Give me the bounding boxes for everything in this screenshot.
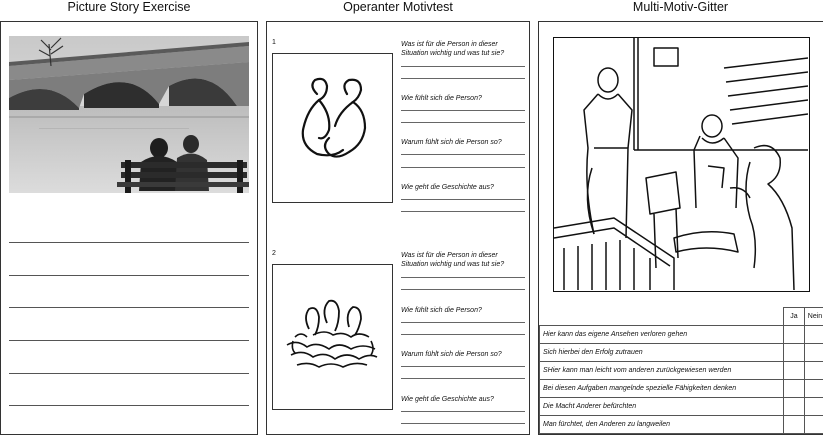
- answer-line[interactable]: [401, 423, 525, 424]
- mmg-title: Multi-Motiv-Gitter: [632, 0, 729, 14]
- embracing-figures-drawing: [273, 54, 392, 202]
- item-number: 2: [272, 250, 276, 257]
- table-row: [540, 398, 823, 416]
- column-header-ja: Ja: [784, 308, 805, 326]
- ja-cell[interactable]: [784, 326, 805, 344]
- answer-line[interactable]: [401, 66, 525, 67]
- question-text: Wie geht die Geschichte aus?: [401, 184, 494, 191]
- answer-line[interactable]: [401, 322, 525, 323]
- answer-line[interactable]: [9, 405, 249, 406]
- omt-panel: [266, 21, 530, 435]
- answer-line[interactable]: [401, 366, 525, 367]
- ja-cell[interactable]: [784, 362, 805, 380]
- question-text: Was ist für die Person in dieser Situation wichtig und was tut sie?: [401, 41, 505, 57]
- ja-cell[interactable]: [784, 398, 805, 416]
- question-text: Wie fühlt sich die Person?: [401, 95, 482, 102]
- mmg-panel: [538, 21, 823, 435]
- answer-line[interactable]: [401, 334, 525, 335]
- answer-line[interactable]: [9, 307, 249, 308]
- table-row: [540, 344, 823, 362]
- table-row: [540, 362, 823, 380]
- question-text: Was ist für die Person in dieser Situation wichtig und was tut sie?: [401, 252, 505, 268]
- omt-picture-1: [272, 53, 393, 203]
- statement-text: SHier kann man leicht vom anderen zurückgewiesen werden: [540, 362, 784, 380]
- statement-text: Die Macht Anderer befürchten: [540, 398, 784, 416]
- statement-text: Hier kann das eigene Ansehen verloren gehen: [540, 326, 784, 344]
- nein-cell[interactable]: [805, 362, 823, 380]
- answer-line[interactable]: [401, 289, 525, 290]
- answer-line[interactable]: [401, 110, 525, 111]
- statement-text: Man fürchtet, den Anderen zu langweilen: [540, 416, 784, 434]
- answer-line[interactable]: [401, 378, 525, 379]
- ja-cell[interactable]: [784, 416, 805, 434]
- omt-title: Operanter Motivtest: [343, 0, 453, 14]
- table-row: [540, 326, 823, 344]
- answer-line[interactable]: [9, 340, 249, 341]
- item-number: 1: [272, 39, 276, 46]
- question-text: Warum fühlt sich die Person so?: [401, 139, 502, 146]
- answer-line[interactable]: [401, 411, 525, 412]
- question-text: Wie fühlt sich die Person?: [401, 307, 482, 314]
- answer-line[interactable]: [401, 167, 525, 168]
- mmg-grid: [539, 307, 823, 434]
- answer-line[interactable]: [9, 275, 249, 276]
- nein-cell[interactable]: [805, 344, 823, 362]
- nein-cell[interactable]: [805, 380, 823, 398]
- nein-cell[interactable]: [805, 326, 823, 344]
- nein-cell[interactable]: [805, 416, 823, 434]
- mmg-picture-frame: [553, 37, 810, 292]
- answer-line[interactable]: [9, 373, 249, 374]
- answer-line[interactable]: [401, 199, 525, 200]
- people-scene-drawing: [554, 38, 808, 290]
- answer-line[interactable]: [401, 78, 525, 79]
- answer-line[interactable]: [401, 211, 525, 212]
- column-header-nein: Nein: [805, 308, 823, 326]
- nein-cell[interactable]: [805, 398, 823, 416]
- answer-line[interactable]: [401, 277, 525, 278]
- answer-line[interactable]: [9, 242, 249, 243]
- statement-text: Bei diesen Aufgaben mangelnde spezielle Fähigkeiten denken: [540, 380, 784, 398]
- answer-line[interactable]: [401, 154, 525, 155]
- ja-cell[interactable]: [784, 380, 805, 398]
- question-text: Warum fühlt sich die Person so?: [401, 351, 502, 358]
- statement-text: Sich hierbei den Erfolg zutrauen: [540, 344, 784, 362]
- table-row: [540, 416, 823, 434]
- table-row: [540, 380, 823, 398]
- pse-title: Picture Story Exercise: [67, 0, 191, 14]
- question-text: Wie geht die Geschichte aus?: [401, 396, 494, 403]
- ja-cell[interactable]: [784, 344, 805, 362]
- omt-picture-2: [272, 264, 393, 410]
- group-figures-drawing: [273, 265, 392, 409]
- pse-panel: [0, 21, 258, 435]
- answer-line[interactable]: [401, 122, 525, 123]
- pse-photo-bridge-bench: [9, 36, 249, 193]
